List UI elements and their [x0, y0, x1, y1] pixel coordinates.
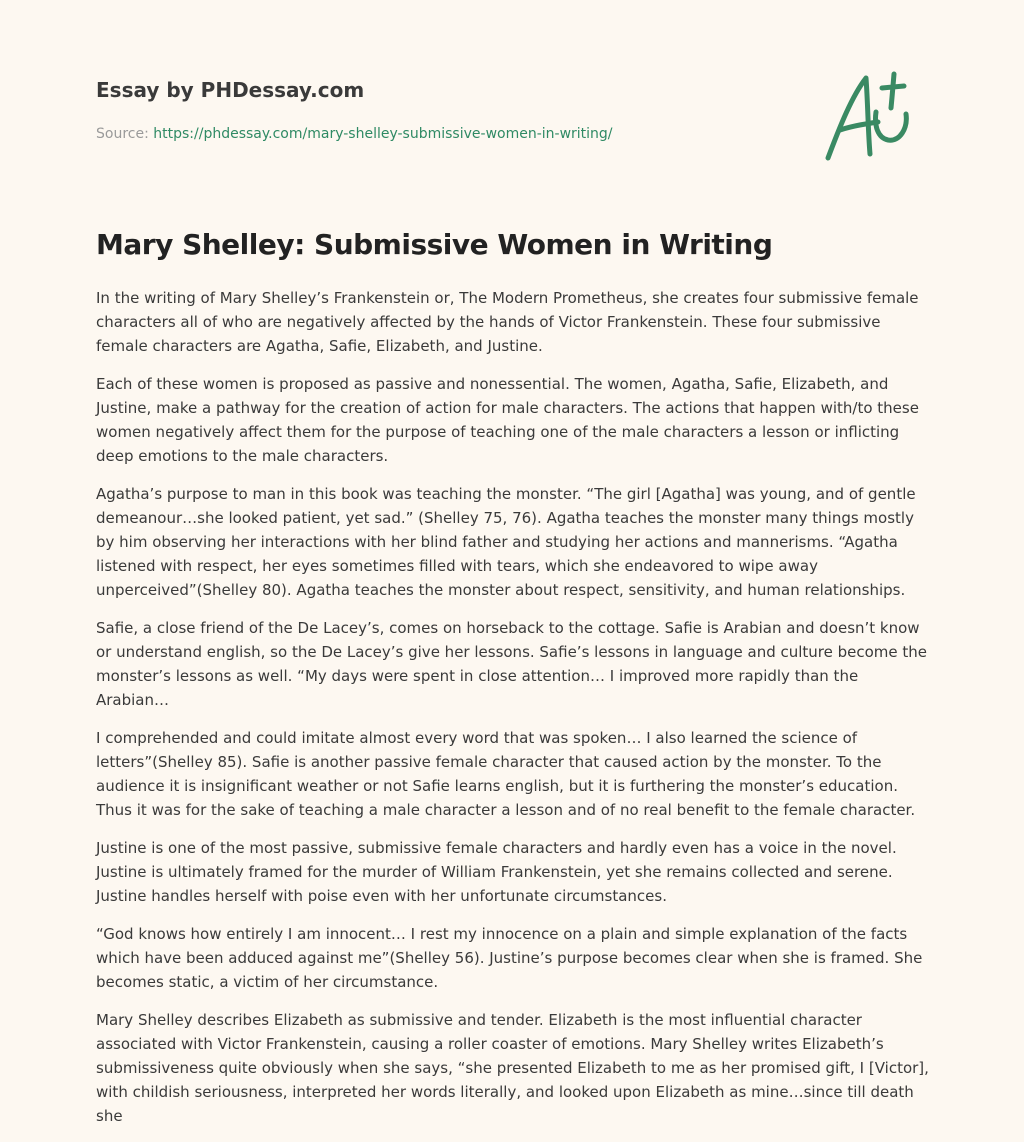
a-plus-grade-icon [818, 66, 928, 166]
essay-paragraph: “God knows how entirely I am innocent… I rest my innocence on a plain and simple explanation of the facts which have been adduced against me”(Shelley 56). Justine’s purpose becomes clear when she is framed. She becomes static, a victim of her circumstance. [96, 925, 923, 991]
essay-paragraph: Each of these women is proposed as passive and nonessential. The women, Agatha, Safie, Elizabeth, and Justine, make a pathway for the creation of action for male characters. The actions that happen with/to these women negatively affect them for the purpose of teaching one of the male characters a lesson or inflicting deep emotions to the male characters. [96, 375, 919, 465]
site-brand: Essay by PHDessay.com [96, 78, 365, 102]
essay-paragraph: I comprehended and could imitate almost every word that was spoken… I also learned the science of letters”(Shelley 85). Safie is another passive female character that caused action by the monster. To the audience it is insignificant weather or not Safie learns english, but it is furthering the monster’s education. Thus it was for the sake of teaching a male character a lesson and of no real benefit to the female character. [96, 729, 916, 819]
source-link[interactable]: https://phdessay.com/mary-shelley-submissive-women-in-writing/ [153, 126, 613, 142]
essay-body [96, 286, 932, 1142]
essay-title: Mary Shelley: Submissive Women in Writing [96, 228, 773, 261]
essay-paragraph: Agatha’s purpose to man in this book was teaching the monster. “The girl [Agatha] was young, and of gentle demeanour…she looked patient, yet sad.” (Shelley 75, 76). Agatha teaches the monster many things mostly by him observing her interactions with her blind father and studying her actions and mannerisms. “Agatha listened with respect, her eyes sometimes filled with tears, which she endeavored to wipe away unperceived”(Shelley 80). Agatha teaches the monster about respect, sensitivity, and human relationships. [96, 485, 916, 599]
source-line [96, 124, 796, 144]
source-label: Source: [96, 126, 149, 142]
essay-header [96, 76, 796, 144]
essay-paragraph: Mary Shelley describes Elizabeth as submissive and tender. Elizabeth is the most influential character associated with Victor Frankenstein, causing a roller coaster of emotions. Mary Shelley writes Elizabeth’s submissiveness quite obviously when she says, “she presented Elizabeth to me as her promised gift, I [Victor], with childish seriousness, interpreted her words literally, and looked upon Elizabeth as mine…since till death she [96, 1011, 929, 1125]
essay-paragraph: Justine is one of the most passive, submissive female characters and hardly even has a voice in the novel. Justine is ultimately framed for the murder of William Frankenstein, yet she remains collected and serene. Justine handles herself with poise even with her unfortunate circumstances. [96, 839, 897, 905]
essay-paragraph: In the writing of Mary Shelley’s Frankenstein or, The Modern Prometheus, she creates four submissive female characters all of who are negatively affected by the hands of Victor Frankenstein. These four submissive female characters are Agatha, Safie, Elizabeth, and Justine. [96, 289, 919, 355]
essay-paragraph: Safie, a close friend of the De Lacey’s, comes on horseback to the cottage. Safie is Arabian and doesn’t know or understand english, so the De Lacey’s give her lessons. Safie’s lessons in language and culture become the monster’s lessons as well. “My days were spent in close attention… I improved more rapidly than the Arabian… [96, 619, 928, 709]
